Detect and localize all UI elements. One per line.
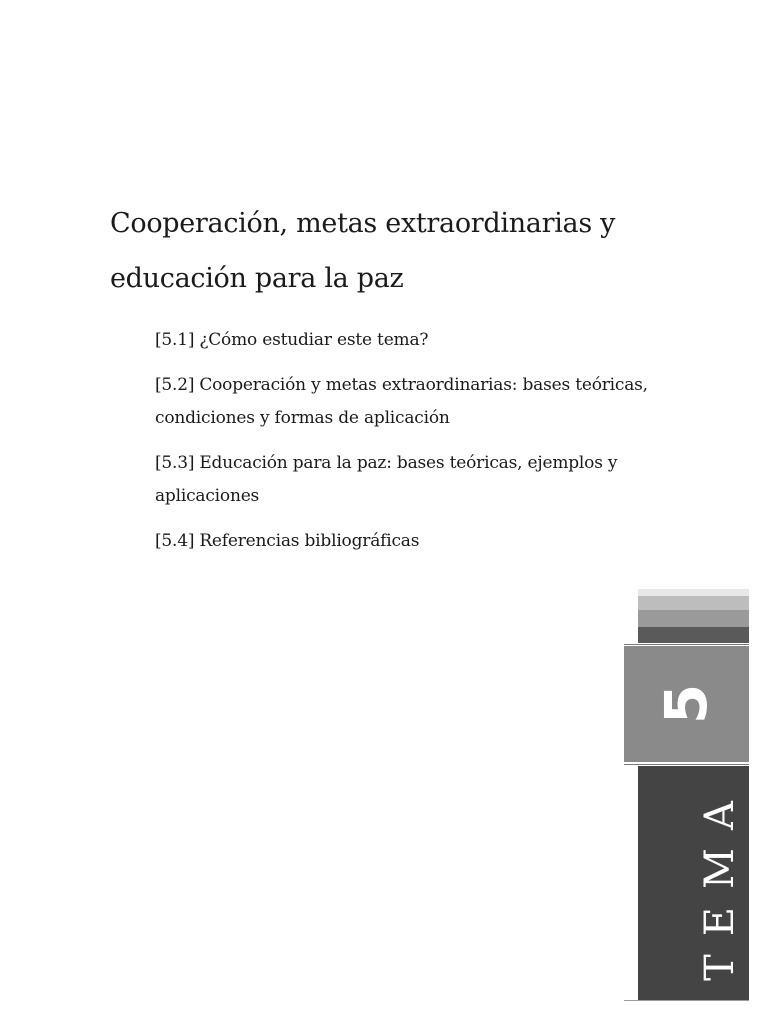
- chapter-title: Cooperación, metas extraordinarias y educación para la paz: [110, 208, 616, 294]
- tab-gradient-strip: [638, 596, 749, 610]
- table-of-contents: [155, 324, 715, 570]
- chapter-number: 5: [652, 683, 720, 725]
- tab-gradient-strip: [638, 589, 749, 596]
- tab-divider: [624, 764, 749, 765]
- toc-item-5-2[interactable]: [155, 369, 715, 435]
- tab-gradient-strip: [638, 610, 749, 627]
- toc-item-label: Cooperación y metas extraordinarias: bases teóricas, condiciones y formas de aplicación: [155, 375, 648, 428]
- toc-item-5-1[interactable]: [155, 324, 715, 357]
- tab-divider: [624, 644, 749, 645]
- toc-item-number: [5.3]: [155, 453, 195, 473]
- toc-item-label: ¿Cómo estudiar este tema?: [199, 330, 429, 350]
- toc-item-number: [5.4]: [155, 531, 195, 551]
- toc-item-5-3[interactable]: [155, 447, 715, 513]
- toc-item-label: Educación para la paz: bases teóricas, ejemplos y aplicaciones: [155, 453, 618, 506]
- tab-gradient-strip: [638, 627, 749, 643]
- toc-item-5-4[interactable]: [155, 525, 715, 558]
- chapter-word: TEMA: [697, 783, 743, 981]
- toc-item-label: Referencias bibliográficas: [199, 531, 420, 551]
- toc-item-number: [5.1]: [155, 330, 195, 350]
- toc-item-number: [5.2]: [155, 375, 195, 395]
- tab-divider: [624, 1000, 749, 1001]
